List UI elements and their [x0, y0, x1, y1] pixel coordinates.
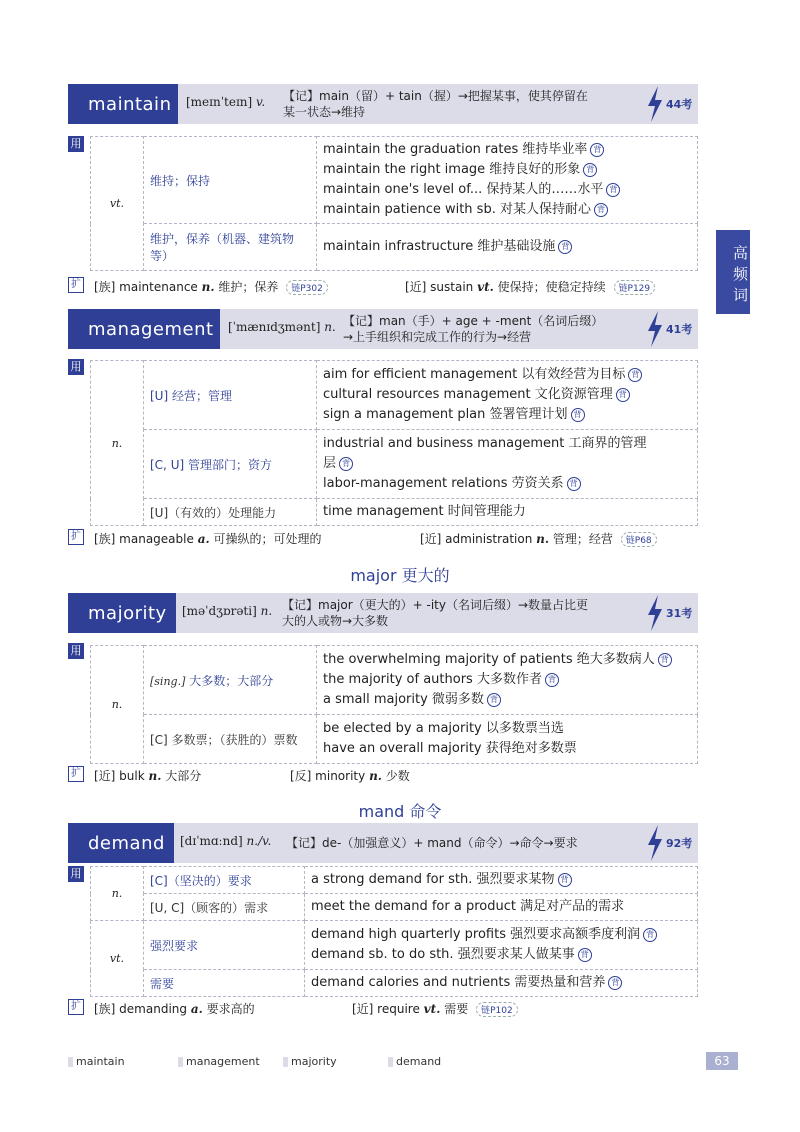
phonetic: [meɪnˈteɪn] v.	[186, 95, 266, 109]
recite-icon: 背	[608, 976, 622, 990]
part-of-speech: vt.	[91, 921, 144, 997]
usage-icon: 用	[68, 359, 84, 375]
definition-table-demand	[90, 866, 698, 997]
exam-frequency: 31考	[666, 607, 693, 620]
etymology-note: 【记】major（更大的）+ -ity（名词后缀）→数量占比更 大的人或物→大多数	[282, 598, 589, 628]
sense: [U, C]（顾客的）需求	[144, 894, 305, 921]
part-of-speech: n.	[91, 361, 144, 526]
page-number: 63	[706, 1052, 738, 1070]
extension-icon: 扩	[68, 277, 84, 293]
derivative-word: [族] demanding a. 要求高的	[94, 1002, 255, 1016]
synonym-word: [近] require vt. 需要 链P102	[352, 1000, 518, 1017]
example-list	[305, 894, 698, 921]
sense: [sing.] 大多数；大部分	[144, 646, 317, 715]
definition-row	[91, 430, 698, 499]
sense: 需要	[144, 970, 305, 997]
footer-word: management	[178, 1055, 260, 1068]
example: demand high quarterly profits 强烈要求高额季度利润 背	[311, 925, 691, 945]
example-list	[317, 224, 698, 271]
sense: 维护，保养（机器、建筑物等）	[144, 224, 317, 271]
etymology-note: 【记】main（留）+ tain（握）→把握某事，使其停留在 某一状态→维持	[283, 89, 588, 119]
recite-icon: 背	[545, 673, 559, 687]
recite-icon: 背	[558, 240, 572, 254]
example-list	[305, 921, 698, 970]
definition-row	[91, 894, 698, 921]
synonym-word: [近] administration n. 管理；经营 链P68	[420, 530, 657, 547]
example-list	[305, 867, 698, 894]
usage-icon: 用	[68, 136, 84, 152]
example: meet the demand for a product 满足对产品的需求	[311, 899, 625, 914]
headword-box	[68, 309, 220, 349]
definition-row	[91, 921, 698, 970]
sense: 维持；保持	[144, 137, 317, 224]
lightning-icon	[646, 311, 664, 347]
entry-header-maintain	[68, 84, 698, 124]
recite-icon: 背	[628, 368, 642, 382]
definition-table-maintain	[90, 136, 698, 271]
extension-icon: 扩	[68, 766, 84, 782]
recite-icon: 背	[571, 408, 585, 422]
recite-icon: 背	[567, 477, 581, 491]
sense: [C]（坚决的）要求	[144, 867, 305, 894]
example-list	[317, 361, 698, 430]
page-link-badge[interactable]: 链P102	[476, 1002, 518, 1017]
definition-row	[91, 361, 698, 430]
section-tab-high-frequency: 高频词	[716, 230, 750, 314]
headword: majority	[88, 602, 167, 624]
example: maintain patience with sb. 对某人保持耐心 背	[323, 200, 691, 220]
usage-icon: 用	[68, 866, 84, 882]
sense: [C] 多数票；（获胜的）票数	[144, 715, 317, 764]
sense: [C, U] 管理部门；资方	[144, 430, 317, 499]
usage-icon: 用	[68, 643, 84, 659]
example: cultural resources management 文化资源管理 背	[323, 385, 691, 405]
exam-frequency: 41考	[666, 323, 693, 336]
page-link-badge[interactable]: 链P302	[286, 280, 328, 295]
recite-icon: 背	[594, 203, 608, 217]
sense: [U] 经营；管理	[144, 361, 317, 430]
entry-header-management	[68, 309, 698, 349]
recite-icon: 背	[643, 928, 657, 942]
definition-table-majority	[90, 645, 698, 764]
example: time management 时间管理能力	[323, 504, 526, 519]
lightning-icon	[646, 86, 664, 122]
exam-frequency: 44考	[666, 98, 693, 111]
example: be elected by a majority 以多数票当选	[323, 721, 564, 736]
recite-icon: 背	[339, 457, 353, 471]
phonetic: [ˈmænɪdʒmənt] n.	[228, 320, 336, 334]
example: demand calories and nutrients 需要热量和营养 背	[311, 973, 691, 993]
example: a small majority 微弱多数 背	[323, 690, 691, 710]
entry-header-demand	[68, 823, 698, 863]
exam-frequency: 92考	[666, 837, 693, 850]
definition-row	[91, 646, 698, 715]
example: sign a management plan 签署管理计划 背	[323, 405, 691, 425]
definition-row	[91, 867, 698, 894]
example: maintain infrastructure 维护基础设施 背	[323, 237, 691, 257]
sense: [U]（有效的）处理能力	[144, 499, 317, 526]
example: industrial and business management 工商界的管理	[323, 436, 647, 451]
part-of-speech: n.	[91, 867, 144, 921]
root-subheading: major 更大的	[350, 566, 450, 585]
definition-row	[91, 970, 698, 997]
example: maintain the graduation rates 维持毕业率 背	[323, 140, 691, 160]
definition-row	[91, 137, 698, 224]
synonym-word: [近] bulk n. 大部分	[94, 769, 202, 783]
recite-icon: 背	[583, 163, 597, 177]
recite-icon: 背	[658, 653, 672, 667]
example: 层 背	[323, 454, 691, 474]
recite-icon: 背	[487, 693, 501, 707]
entry-header-majority	[68, 593, 698, 633]
example: the overwhelming majority of patients 绝大多数病人 背	[323, 650, 691, 670]
page-link-badge[interactable]: 链P68	[621, 532, 657, 547]
recite-icon: 背	[590, 143, 604, 157]
root-subheading: mand 命令	[358, 802, 442, 821]
page-footer	[68, 1052, 738, 1072]
example: have an overall majority 获得绝对多数票	[323, 741, 577, 756]
part-of-speech: vt.	[91, 137, 144, 271]
definition-row	[91, 715, 698, 764]
phonetic: [məˈdʒɒrəti] n.	[182, 604, 273, 618]
example-list	[305, 970, 698, 997]
derivative-word: [族] maintenance n. 维护；保养 链P302	[94, 278, 328, 295]
headword: demand	[88, 832, 165, 854]
example-list	[317, 430, 698, 499]
etymology-note: 【记】de-（加强意义）+ mand（命令）→命令→要求	[286, 836, 578, 850]
footer-word: maintain	[68, 1055, 125, 1068]
footer-word: majority	[283, 1055, 337, 1068]
etymology-note: 【记】man（手）+ age + -ment（名词后缀） →上手组织和完成工作的行为→经营	[343, 314, 604, 344]
recite-icon: 背	[558, 873, 572, 887]
headword-box	[68, 593, 176, 633]
part-of-speech: n.	[91, 646, 144, 764]
recite-icon: 背	[606, 183, 620, 197]
headword-box	[68, 84, 178, 124]
lightning-icon	[646, 595, 664, 631]
sense: 强烈要求	[144, 921, 305, 970]
example-list	[317, 646, 698, 715]
footer-word: demand	[388, 1055, 441, 1068]
headword-box	[68, 823, 174, 863]
page-link-badge[interactable]: 链P129	[614, 280, 656, 295]
definition-row	[91, 499, 698, 526]
phonetic: [dɪˈmɑːnd] n./v.	[180, 834, 272, 848]
definition-table-management	[90, 360, 698, 526]
headword: maintain	[88, 93, 172, 115]
recite-icon: 背	[578, 948, 592, 962]
example-list	[317, 715, 698, 764]
example: demand sb. to do sth. 强烈要求某人做某事 背	[311, 945, 691, 965]
example: aim for efficient management 以有效经营为目标 背	[323, 365, 691, 385]
example: labor-management relations 劳资关系 背	[323, 474, 691, 494]
extension-icon: 扩	[68, 999, 84, 1015]
antonym-word: [反] minority n. 少数	[290, 769, 410, 783]
example: maintain the right image 维持良好的形象 背	[323, 160, 691, 180]
example: the majority of authors 大多数作者 背	[323, 670, 691, 690]
recite-icon: 背	[616, 388, 630, 402]
derivative-word: [族] manageable a. 可操纵的；可处理的	[94, 532, 322, 546]
extension-icon: 扩	[68, 529, 84, 545]
example: a strong demand for sth. 强烈要求某物 背	[311, 870, 691, 890]
definition-row	[91, 224, 698, 271]
headword: management	[88, 318, 214, 340]
example-list	[317, 137, 698, 224]
example-list	[317, 499, 698, 526]
synonym-word: [近] sustain vt. 使保持；使稳定持续 链P129	[405, 278, 655, 295]
example: maintain one's level of... 保持某人的……水平 背	[323, 180, 691, 200]
lightning-icon	[646, 825, 664, 861]
